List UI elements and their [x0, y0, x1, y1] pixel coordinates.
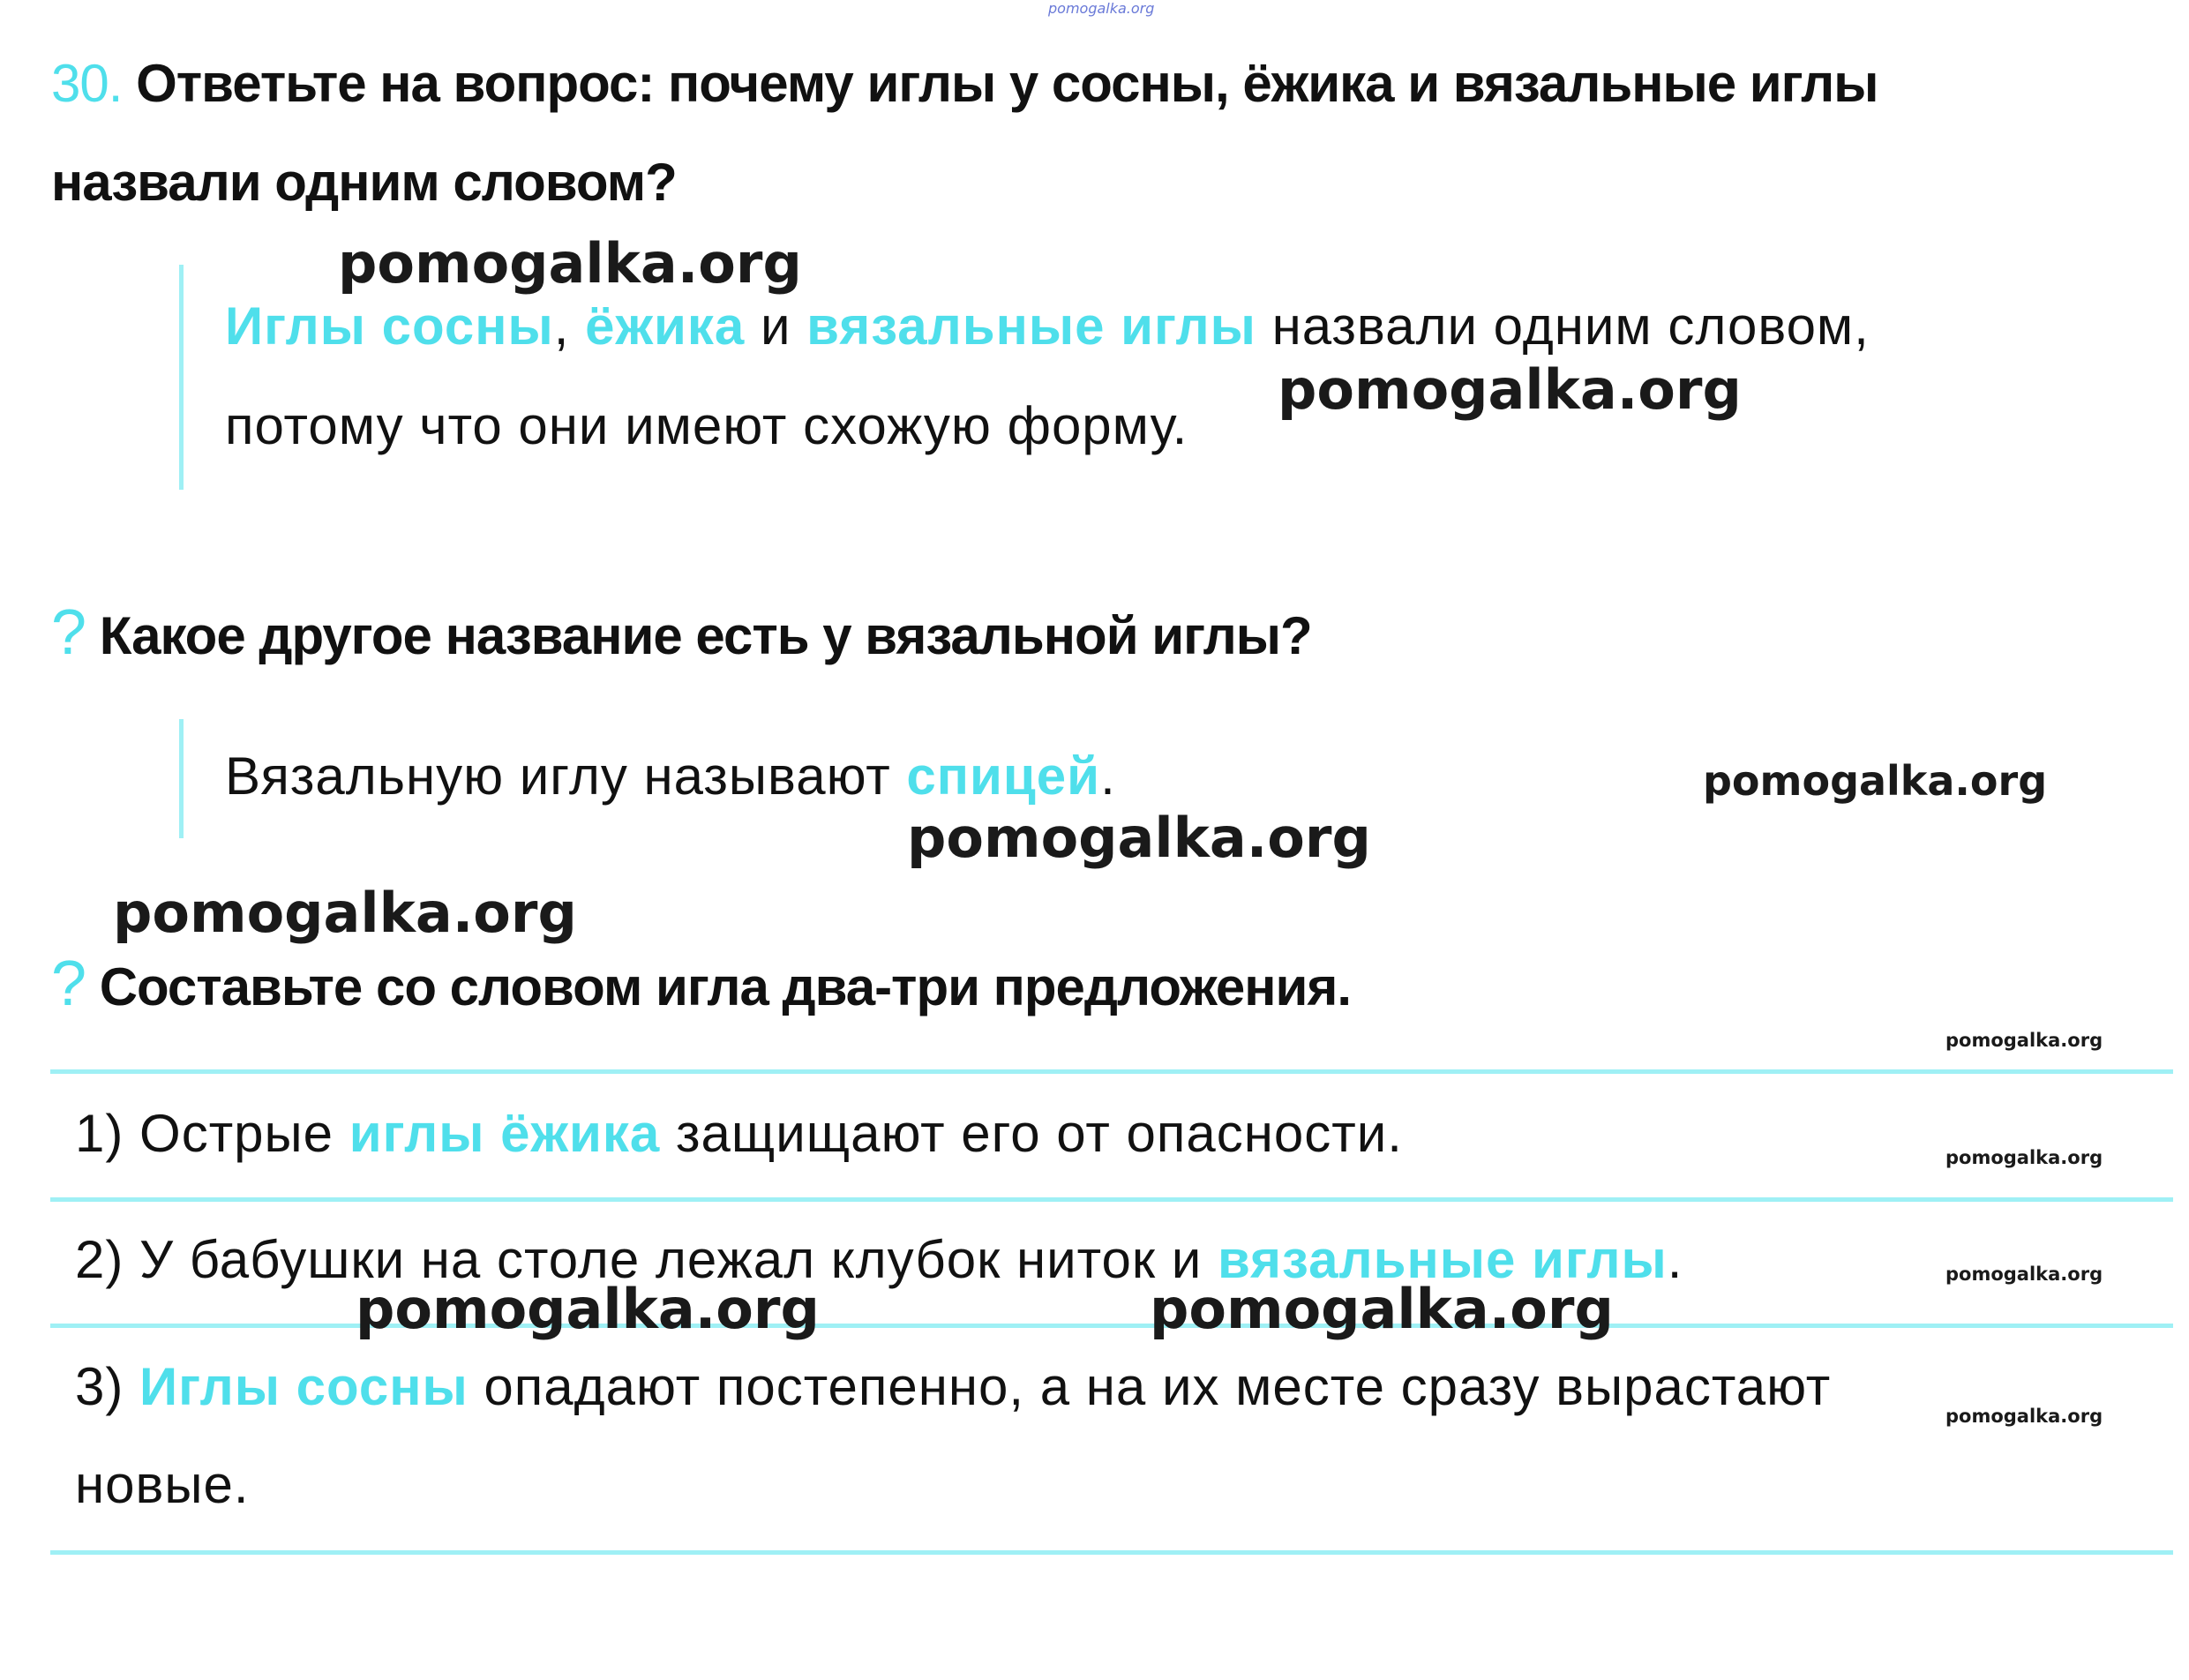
- watermark: pomogalka.org: [113, 881, 577, 945]
- question2-text: Какое другое название есть у вязальной иглы?: [99, 606, 1312, 665]
- answer1-text1: ,: [553, 296, 586, 356]
- answer1-text3: назвали одним словом,: [1256, 296, 1870, 356]
- sentence2-text1: 2) У бабушки на столе лежал клубок ниток и: [75, 1230, 1218, 1289]
- answer2-text2: .: [1100, 746, 1116, 806]
- answer2-bar: [179, 719, 184, 838]
- sentence1-text1: 1) Острые: [75, 1104, 349, 1163]
- sentence1-highlight: иглы ёжика: [349, 1104, 661, 1163]
- sentence3-highlight: Иглы сосны: [139, 1357, 469, 1416]
- answer2-text1: Вязальную иглу называют: [225, 746, 907, 806]
- question-mark-icon: ?: [51, 597, 86, 668]
- task-number: 30.: [51, 54, 123, 113]
- answer1-text2: и: [745, 296, 807, 356]
- answer1-bar: [179, 265, 184, 490]
- rule-line: [50, 1197, 2173, 1202]
- answer1-highlight-hedgehog: ёжика: [585, 296, 746, 356]
- sentence-1: [75, 1103, 1403, 1164]
- watermark: pomogalka.org: [356, 1277, 820, 1341]
- question-mark-icon: ?: [51, 949, 86, 1019]
- watermark-top: pomogalka.org: [1048, 0, 1155, 17]
- answer2-line: [225, 746, 1116, 806]
- sentence3-text1: 3): [75, 1357, 140, 1416]
- watermark: pomogalka.org: [1278, 357, 1742, 422]
- task-question-line1: [51, 53, 1878, 114]
- sentence-3-line2: новые.: [75, 1455, 250, 1514]
- question2: [51, 596, 1312, 669]
- watermark: pomogalka.org: [1945, 1406, 2103, 1427]
- watermark: pomogalka.org: [1703, 757, 2048, 805]
- answer2-highlight: спицей: [906, 746, 1101, 806]
- watermark: pomogalka.org: [907, 806, 1371, 870]
- rule-line: [50, 1550, 2173, 1555]
- answer1-highlight-knitting: вязальные иглы: [806, 296, 1256, 356]
- task-question-line2: назвали одним словом?: [51, 153, 677, 212]
- rule-line: [50, 1069, 2173, 1074]
- sentence2-highlight: вязальные иглы: [1217, 1230, 1668, 1289]
- watermark: pomogalka.org: [1150, 1277, 1614, 1341]
- question3: [51, 948, 1351, 1020]
- watermark: pomogalka.org: [1945, 1264, 2103, 1285]
- answer1-highlight-pine: Иглы сосны: [225, 296, 554, 356]
- watermark: pomogalka.org: [338, 231, 802, 296]
- answer1-line2: потому что они имеют схожую форму.: [225, 396, 1188, 455]
- sentence3-text2: опадают постепенно, а на их месте сразу вырастают: [468, 1357, 1832, 1416]
- watermark: pomogalka.org: [1945, 1147, 2103, 1168]
- task-question-text: Ответьте на вопрос: почему иглы у сосны, ёжика и вязальные иглы: [136, 54, 1878, 113]
- sentence1-text2: защищают его от опасности.: [660, 1104, 1403, 1163]
- sentence2-text2: .: [1667, 1230, 1683, 1289]
- question3-text: Составьте со словом игла два-три предложения.: [99, 957, 1352, 1016]
- watermark: pomogalka.org: [1945, 1030, 2103, 1051]
- answer1-line1: [225, 296, 1870, 356]
- sentence-3: [75, 1356, 1831, 1417]
